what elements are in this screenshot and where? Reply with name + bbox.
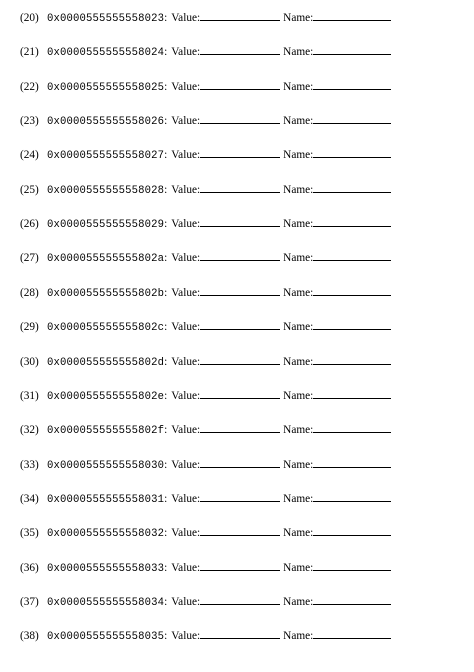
memory-address: 0x0000555555558027	[47, 150, 165, 163]
worksheet-row	[20, 492, 391, 508]
name-label: Name:	[283, 630, 314, 643]
value-label: Value:	[171, 321, 201, 334]
name-label: Name:	[283, 355, 314, 368]
value-label: Value:	[171, 252, 201, 265]
worksheet-row	[20, 148, 391, 164]
memory-address: 0x0000555555558023	[47, 13, 165, 25]
memory-address: 0x0000555555558035	[47, 631, 165, 644]
value-label: Value:	[171, 46, 201, 59]
worksheet-row	[20, 114, 391, 130]
name-label: Name:	[283, 252, 314, 265]
address-colon: :	[164, 286, 168, 299]
value-label: Value:	[171, 561, 201, 574]
memory-address: 0x0000555555558028	[47, 184, 165, 197]
address-colon: :	[164, 424, 168, 437]
question-number: (32)	[20, 424, 39, 437]
worksheet-row	[20, 526, 391, 542]
question-number: (28)	[20, 286, 39, 299]
memory-address: 0x0000555555558033	[47, 562, 165, 575]
address-colon: :	[164, 492, 168, 505]
name-label: Name:	[283, 183, 314, 196]
address-colon: :	[164, 115, 168, 128]
value-label: Value:	[171, 12, 201, 24]
name-label: Name:	[283, 46, 314, 59]
name-blank-line[interactable]	[313, 80, 391, 90]
question-number: (38)	[20, 630, 39, 643]
memory-address: 0x000055555555802e	[47, 390, 165, 403]
name-label: Name:	[283, 12, 314, 24]
name-label: Name:	[283, 149, 314, 162]
address-colon: :	[164, 321, 168, 334]
memory-address: 0x000055555555802d	[47, 356, 165, 369]
name-blank-line[interactable]	[313, 389, 391, 399]
question-number: (21)	[20, 46, 39, 59]
value-label: Value:	[171, 424, 201, 437]
name-blank-line[interactable]	[313, 148, 391, 158]
value-blank-line[interactable]	[200, 423, 280, 433]
name-label: Name:	[283, 321, 314, 334]
value-blank-line[interactable]	[200, 286, 280, 296]
memory-address: 0x0000555555558030	[47, 459, 165, 472]
worksheet-row	[20, 595, 391, 611]
worksheet-row	[20, 629, 391, 645]
question-number: (31)	[20, 389, 39, 402]
question-number: (22)	[20, 80, 39, 93]
question-number: (36)	[20, 561, 39, 574]
question-number: (23)	[20, 115, 39, 128]
name-blank-line[interactable]	[313, 286, 391, 296]
question-number: (34)	[20, 492, 39, 505]
memory-address: 0x000055555555802b	[47, 287, 165, 300]
question-number: (35)	[20, 527, 39, 540]
name-blank-line[interactable]	[313, 561, 391, 571]
memory-address: 0x0000555555558025	[47, 81, 165, 94]
memory-address: 0x000055555555802c	[47, 322, 165, 335]
question-number: (20)	[20, 12, 39, 24]
value-blank-line[interactable]	[200, 595, 280, 605]
name-label: Name:	[283, 389, 314, 402]
value-blank-line[interactable]	[200, 629, 280, 639]
worksheet-row	[20, 45, 391, 61]
worksheet-row	[20, 561, 391, 577]
name-label: Name:	[283, 527, 314, 540]
worksheet-row	[20, 286, 391, 302]
value-blank-line[interactable]	[200, 45, 280, 55]
address-colon: :	[164, 12, 168, 24]
address-colon: :	[164, 595, 168, 608]
name-label: Name:	[283, 286, 314, 299]
name-label: Name:	[283, 561, 314, 574]
value-label: Value:	[171, 595, 201, 608]
worksheet-row	[20, 251, 391, 267]
value-blank-line[interactable]	[200, 251, 280, 261]
name-label: Name:	[283, 80, 314, 93]
address-colon: :	[164, 389, 168, 402]
name-blank-line[interactable]	[313, 526, 391, 536]
value-label: Value:	[171, 286, 201, 299]
name-blank-line[interactable]	[313, 11, 391, 21]
value-label: Value:	[171, 458, 201, 471]
value-label: Value:	[171, 80, 201, 93]
address-colon: :	[164, 149, 168, 162]
question-number: (26)	[20, 218, 39, 231]
value-blank-line[interactable]	[200, 320, 280, 330]
address-colon: :	[164, 80, 168, 93]
name-blank-line[interactable]	[313, 595, 391, 605]
memory-address: 0x0000555555558029	[47, 219, 165, 232]
value-blank-line[interactable]	[200, 492, 280, 502]
address-colon: :	[164, 527, 168, 540]
value-label: Value:	[171, 527, 201, 540]
address-colon: :	[164, 630, 168, 643]
name-label: Name:	[283, 115, 314, 128]
question-number: (24)	[20, 149, 39, 162]
address-colon: :	[164, 183, 168, 196]
value-blank-line[interactable]	[200, 183, 280, 193]
worksheet-row	[20, 389, 391, 405]
value-blank-line[interactable]	[200, 458, 280, 468]
name-blank-line[interactable]	[313, 183, 391, 193]
name-label: Name:	[283, 424, 314, 437]
question-number: (25)	[20, 183, 39, 196]
value-blank-line[interactable]	[200, 561, 280, 571]
name-blank-line[interactable]	[313, 629, 391, 639]
name-blank-line[interactable]	[313, 45, 391, 55]
name-blank-line[interactable]	[313, 492, 391, 502]
address-colon: :	[164, 458, 168, 471]
value-label: Value:	[171, 355, 201, 368]
value-blank-line[interactable]	[200, 148, 280, 158]
value-blank-line[interactable]	[200, 80, 280, 90]
worksheet-row	[20, 183, 391, 199]
value-label: Value:	[171, 492, 201, 505]
memory-address: 0x0000555555558031	[47, 493, 165, 506]
value-blank-line[interactable]	[200, 355, 280, 365]
name-blank-line[interactable]	[313, 114, 391, 124]
name-blank-line[interactable]	[313, 458, 391, 468]
memory-address: 0x0000555555558034	[47, 596, 165, 609]
name-label: Name:	[283, 492, 314, 505]
name-blank-line[interactable]	[313, 217, 391, 227]
memory-address: 0x0000555555558032	[47, 528, 165, 541]
address-colon: :	[164, 252, 168, 265]
worksheet-row	[20, 11, 391, 27]
question-number: (33)	[20, 458, 39, 471]
value-blank-line[interactable]	[200, 526, 280, 536]
value-label: Value:	[171, 218, 201, 231]
name-label: Name:	[283, 458, 314, 471]
address-colon: :	[164, 46, 168, 59]
value-label: Value:	[171, 389, 201, 402]
name-blank-line[interactable]	[313, 423, 391, 433]
name-blank-line[interactable]	[313, 320, 391, 330]
address-colon: :	[164, 561, 168, 574]
name-label: Name:	[283, 218, 314, 231]
worksheet-row	[20, 80, 391, 96]
value-label: Value:	[171, 115, 201, 128]
value-blank-line[interactable]	[200, 217, 280, 227]
memory-address: 0x000055555555802f	[47, 425, 165, 438]
name-blank-line[interactable]	[313, 251, 391, 261]
question-number: (27)	[20, 252, 39, 265]
question-number: (29)	[20, 321, 39, 334]
name-blank-line[interactable]	[313, 355, 391, 365]
value-blank-line[interactable]	[200, 114, 280, 124]
value-label: Value:	[171, 149, 201, 162]
memory-address: 0x0000555555558026	[47, 116, 165, 129]
worksheet-row	[20, 355, 391, 371]
address-colon: :	[164, 355, 168, 368]
question-number: (37)	[20, 595, 39, 608]
worksheet-row	[20, 423, 391, 439]
worksheet-row	[20, 217, 391, 233]
value-label: Value:	[171, 630, 201, 643]
name-label: Name:	[283, 595, 314, 608]
worksheet-row	[20, 458, 391, 474]
value-blank-line[interactable]	[200, 389, 280, 399]
question-number: (30)	[20, 355, 39, 368]
worksheet-row	[20, 320, 391, 336]
memory-address: 0x0000555555558024	[47, 47, 165, 60]
value-blank-line[interactable]	[200, 11, 280, 21]
address-colon: :	[164, 218, 168, 231]
memory-address: 0x000055555555802a	[47, 253, 165, 266]
value-label: Value:	[171, 183, 201, 196]
